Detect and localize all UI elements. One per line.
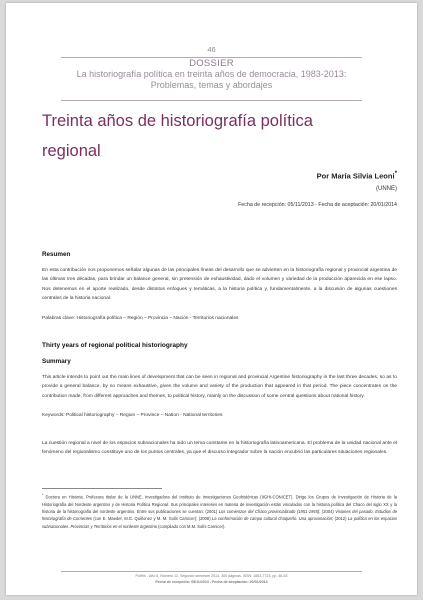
resumen-heading: Resumen <box>42 251 71 258</box>
footer-rule <box>61 571 362 572</box>
summary-keywords: Keywords: Political historiography – Region – Province – Nation - National territories <box>42 413 223 418</box>
author-footnote <box>42 492 397 530</box>
dossier-subtitle <box>46 69 377 90</box>
resumen-body: En esta contribución nos proponemos señalar algunas de las principales líneas del desarrollo que se advierten en la historiografía regional y provincial argentina de las últimas tres décadas, para brindar un balance general, sin pretensión de exhaustividad, dado el volumen y variedad de la producción aparecida en ese lapso. Nos detenemos en el aporte realizado, desde distintos enfoques y temáticas, a la historia política y, fundamentalmente, a la discusión de algunas cuestiones centrales de la historia nacional. <box>42 268 397 301</box>
author-footnote-mark: * <box>394 170 397 177</box>
section-label: DOSSIER <box>189 58 234 69</box>
document-page <box>6 3 417 595</box>
article-title-line-2: regional <box>42 142 101 160</box>
author-name-text: Por María Silvia Leoni <box>316 171 395 181</box>
intro-paragraph: La cuestión regional a nivel de los espacios subnacionales ha sido un tema constante en la historiografía latinoamericana. El problema de la unidad nacional ante el fenómeno del regionalismo constituye uno de los puntos centrales, ya que el discurso integrador sobre la nación encubrió las particulares situaciones regionales. <box>42 441 397 456</box>
footnote-book-1: Los comienzos del Chaco provincializado (1951-1955) <box>218 508 320 514</box>
footnote-book-4: La política en los espacios subnacionales. Provincias y Territorios en el nordeste argentino <box>42 516 398 529</box>
author-affiliation: (UNNE) <box>376 186 397 192</box>
author-name <box>317 170 397 181</box>
footnote-text-1: Doctora en Historia. Profesora titular de la UNNE. Investigadora del Instituto de Investigaciones Geohistóricas (IIGHI-CONICET). Dirige los Grupos de Investigación de Historia de la Historiografía del Nordeste argentino y de Historia Política Regional. Sus principales intereses en materia de investigación están vinculados con la historia política del Chaco del siglo XX y la historia de la historiografía del nordeste argentino. Entre sus publicaciones se cuentan: (2001) <box>42 494 397 514</box>
summary-body: This article intends to point out the main lines of development that can be seen in regional and provincial Argentine historiography in the last three decades, so as to provide a general balance, by no means exhaustive, given the volume and variety of the production that appeared in that period. The piece concentrates on the contribution made, from different approaches and themes, to political history, mainly on the discussion of some central questions about national history. <box>42 375 397 399</box>
footnote-book-2: Visiones del pasado. Estudios de historiografía de Corrientes <box>42 508 398 522</box>
summary-heading: Summary <box>42 358 71 365</box>
english-title: Thirty years of regional political historiography <box>42 342 188 349</box>
header-rule-bottom <box>61 100 362 101</box>
article-title-line-1: Treinta años de historiografía política <box>42 112 313 130</box>
resumen-keywords: Palabras clave: Historiografía política – Región – Provincia – Nación - Territorios nacionales <box>42 316 239 321</box>
journal-citation: PolHis - Año 6, Número 12, Segundo semestre 2013. 305 páginas. ISSN: 1853-7723, pp. 46-53 <box>135 574 288 578</box>
footnote-text-2: ; (2004) <box>319 508 334 514</box>
submission-dates: Fecha de recepción: 05/11/2013 - Fecha de aceptación: 20/01/2014 <box>238 202 397 208</box>
footnote-text-4: ; (2012) <box>332 516 347 522</box>
footnote-mark: * <box>42 493 44 497</box>
footnote-book-3: La conformación de campo cultural chaqueño. Una aproximación <box>212 516 333 522</box>
dossier-subtitle-line-1: La historiografía política en treinta años de democracia, 1983-2013: <box>76 69 347 79</box>
footnote-text-5: (compilado con M.M. Solís Carnicer). <box>158 523 226 529</box>
dossier-subtitle-line-2: Problemas, temas y abordajes <box>150 79 273 90</box>
page-number: 46 <box>207 45 216 54</box>
footnote-text-3: (con E. Maeder, M.G. Quiñonez y M. M. Solís Carnicer); (2008) <box>93 516 211 522</box>
article-title <box>42 106 342 166</box>
footnote-rule <box>42 488 162 489</box>
footer-dates: Fecha de recepción: 05/11/2013 - Fecha de aceptación: 20/01/2014 <box>155 580 268 584</box>
